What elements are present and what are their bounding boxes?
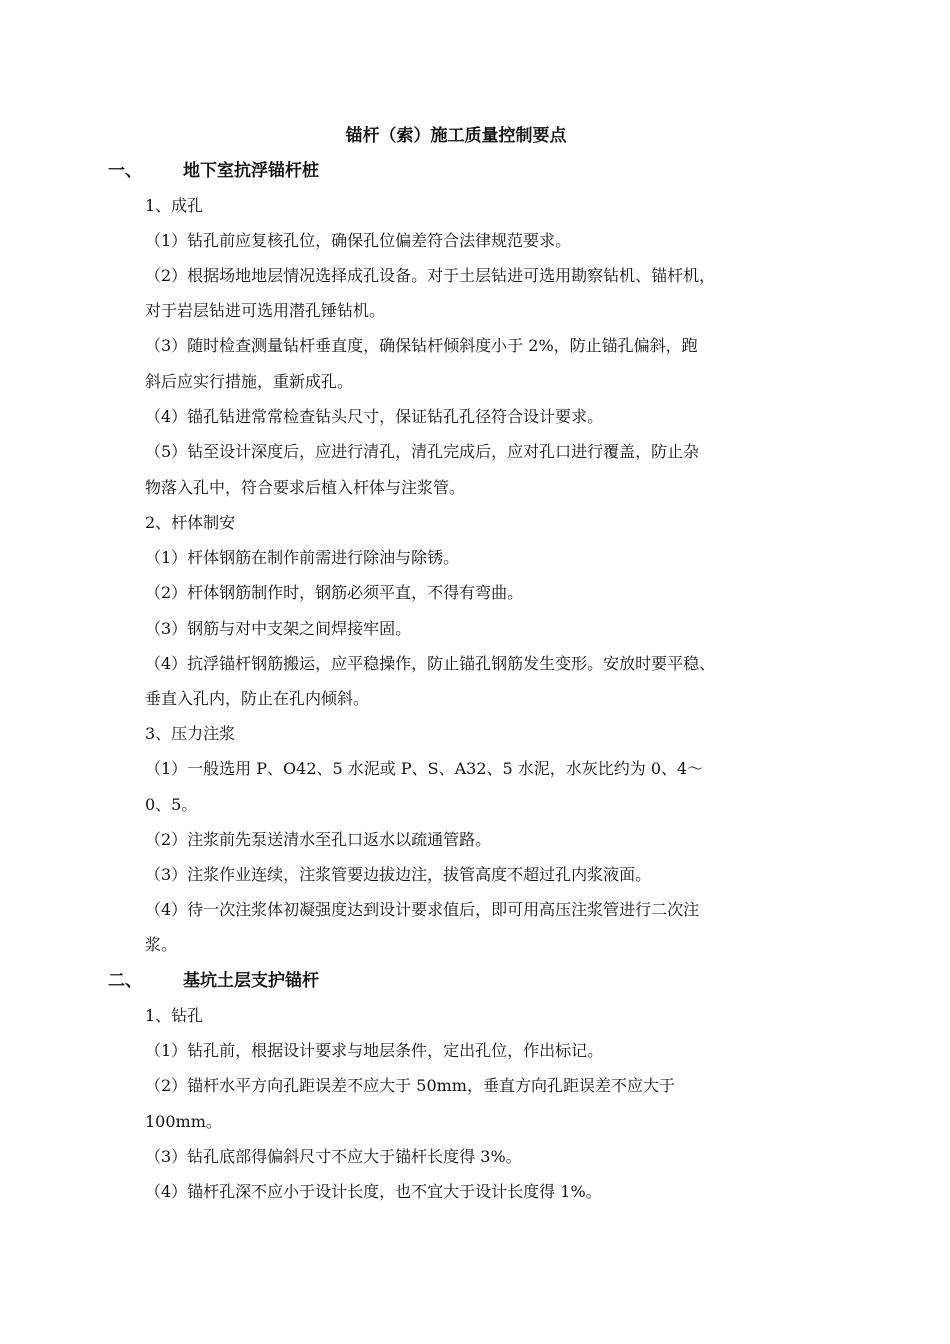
list-item: （1）杆体钢筋在制作前需进行除油与除锈。 bbox=[145, 548, 460, 567]
list-item: （2）杆体钢筋制作时，钢筋必须平直，不得有弯曲。 bbox=[145, 583, 524, 602]
document-title: 锚杆（索）施工质量控制要点 bbox=[345, 126, 567, 146]
list-item: （4）锚孔钻进常常检查钻头尺寸，保证钻孔孔径符合设计要求。 bbox=[145, 407, 604, 426]
list-item-continuation: 物落入孔中，符合要求后植入杆体与注浆管。 bbox=[145, 478, 466, 497]
list-item-continuation: 垂直入孔内，防止在孔内倾斜。 bbox=[145, 689, 370, 708]
section-number: 一、 bbox=[108, 161, 142, 181]
list-item: （4）待一次注浆体初凝强度达到设计要求值后，即可用高压注浆管进行二次注 bbox=[145, 900, 700, 919]
subsection-heading: 2、杆体制安 bbox=[145, 513, 236, 532]
list-item: （1）钻孔前应复核孔位，确保孔位偏差符合法律规范要求。 bbox=[145, 231, 572, 250]
subsection-heading: 3、压力注浆 bbox=[145, 724, 236, 743]
list-item-continuation: 斜后应实行措施，重新成孔。 bbox=[145, 372, 354, 391]
section-heading bbox=[108, 969, 319, 993]
section-title: 基坑土层支护锚杆 bbox=[183, 971, 319, 991]
list-item: （3）注浆作业连续，注浆管要边拔边注，拔管高度不超过孔内浆液面。 bbox=[145, 865, 652, 884]
list-item-continuation: 对于岩层钻进可选用潜孔锤钻机。 bbox=[145, 301, 386, 320]
list-item: （3）随时检查测量钻杆垂直度，确保钻杆倾斜度小于 2%，防止锚孔偏斜，跑 bbox=[145, 336, 698, 355]
list-item: （2）注浆前先泵送清水至孔口返水以疏通管路。 bbox=[145, 830, 492, 849]
list-item: （3）钢筋与对中支架之间焊接牢固。 bbox=[145, 619, 412, 638]
list-item: （5）钻至设计深度后，应进行清孔，清孔完成后，应对孔口进行覆盖，防止杂 bbox=[145, 442, 700, 461]
list-item: （4）锚杆孔深不应小于设计长度，也不宜大于设计长度得 1%。 bbox=[145, 1182, 602, 1201]
list-item-continuation: 浆。 bbox=[145, 935, 178, 954]
list-item: （2）根据场地地层情况选择成孔设备。对于土层钻进可选用勘察钻机、锚杆机， bbox=[145, 266, 716, 285]
list-item: （4）抗浮锚杆钢筋搬运，应平稳操作，防止锚孔钢筋发生变形。安放时要平稳、 bbox=[145, 654, 716, 673]
list-item: （2）锚杆水平方向孔距误差不应大于 50mm，垂直方向孔距误差不应大于 bbox=[145, 1076, 675, 1095]
list-item-continuation: 0、5。 bbox=[145, 795, 198, 814]
list-item: （3）钻孔底部得偏斜尺寸不应大于锚杆长度得 3%。 bbox=[145, 1147, 522, 1166]
list-item: （1）钻孔前，根据设计要求与地层条件，定出孔位，作出标记。 bbox=[145, 1041, 604, 1060]
section-number: 二、 bbox=[108, 971, 142, 991]
subsection-heading: 1、成孔 bbox=[145, 196, 204, 215]
subsection-heading: 1、钻孔 bbox=[145, 1006, 204, 1025]
section-title: 地下室抗浮锚杆桩 bbox=[183, 161, 319, 181]
list-item: （1）一般选用 P、O42、5 水泥或 P、S、A32、5 水泥，水灰比约为 0、4～ bbox=[145, 759, 704, 778]
section-heading bbox=[108, 159, 319, 183]
list-item-continuation: 100mm。 bbox=[145, 1112, 222, 1131]
